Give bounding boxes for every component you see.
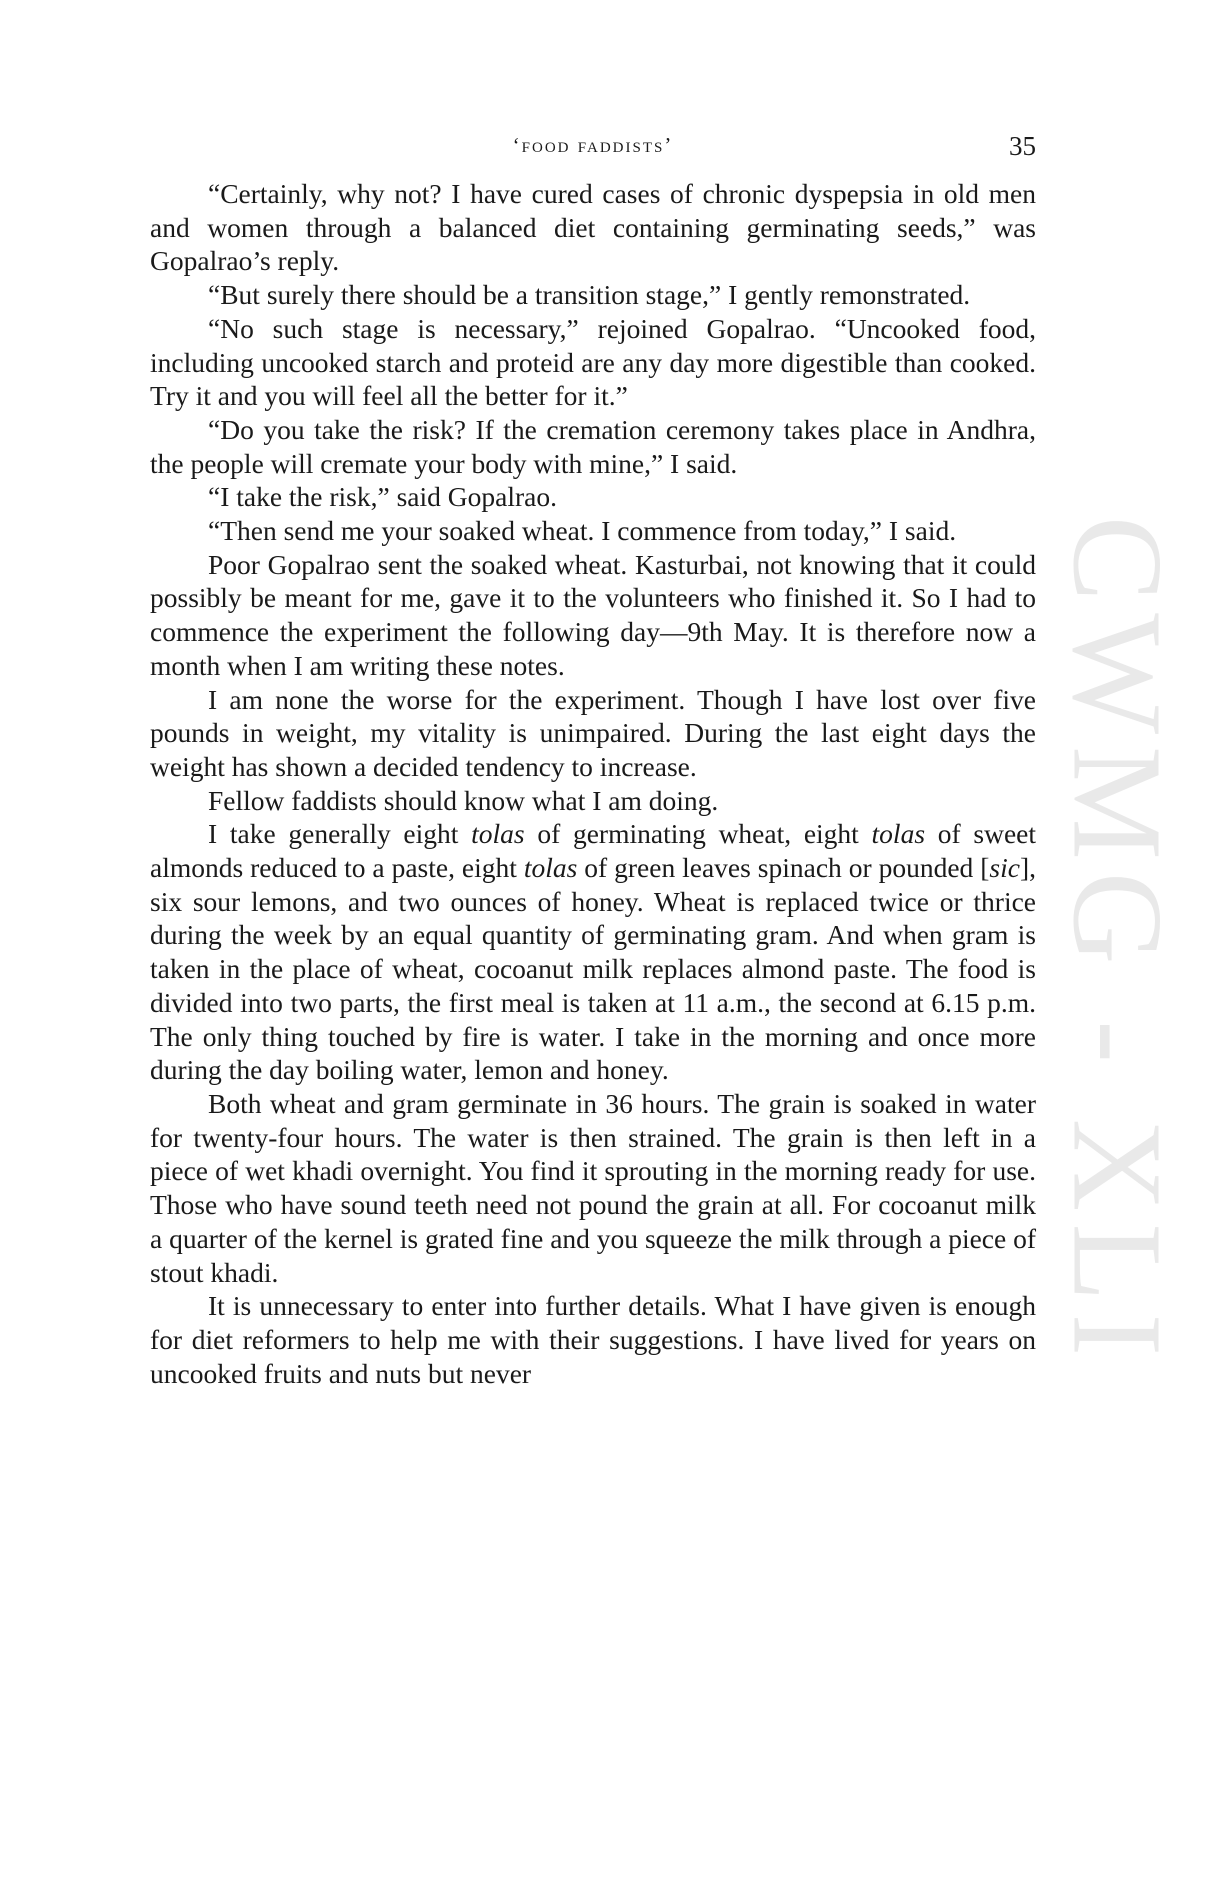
text-run: of green leaves spinach or pounded [: [577, 852, 990, 884]
italic-term: sic: [989, 852, 1020, 884]
paragraph: [150, 817, 1036, 1087]
paragraph: Fellow faddists should know what I am doing.: [208, 784, 719, 816]
running-head: ‘food faddists’: [512, 133, 674, 157]
body-text: [150, 177, 1036, 1390]
paragraph: “No such stage is necessary,” rejoined Gopalrao. “Uncooked food, including uncooked starch and proteid are any day more digestible than cooked. Try it and you will feel all the better for it.”: [150, 312, 1036, 412]
text-run: of germinating wheat, eight: [524, 818, 872, 850]
page-number: 35: [1009, 131, 1036, 161]
paragraph: “Do you take the risk? If the cremation ceremony takes place in Andhra, the people will cremate your body with mine,” I said.: [150, 413, 1036, 479]
watermark-text: CWMG - XLI: [1046, 515, 1189, 1369]
text-run: I take generally eight: [208, 818, 472, 850]
text-run: of sweet almonds reduced to a paste, eight: [150, 818, 1036, 884]
text-run: ], six sour lemons, and two ounces of honey. Wheat is replaced twice or thrice during the week by an equal quantity of germinating gram. And when gram is taken in the place of wheat, cocoanut milk replaces almond paste. The food is divided into two parts, the first meal is taken at 11 a.m., the second at 6.15 p.m. The only thing touched by fire is water. I take in the morning and once more during the day boiling water, lemon and honey.: [150, 852, 1036, 1086]
italic-term: tolas: [471, 818, 525, 850]
paragraph: Both wheat and gram germinate in 36 hours. The grain is soaked in water for twenty-four hours. The water is then strained. The grain is then left in a piece of wet khadi overnight. You find it sprouting in the morning ready for use. Those who have sound teeth need not pound the grain at all. For cocoanut milk a quarter of the kernel is grated fine and you squeeze the milk through a piece of stout khadi.: [150, 1087, 1036, 1288]
paragraph: “I take the risk,” said Gopalrao.: [208, 481, 557, 513]
italic-term: tolas: [871, 818, 926, 850]
italic-term: tolas: [523, 852, 578, 884]
paragraph: Poor Gopalrao sent the soaked wheat. Kasturbai, not knowing that it could possibly be meant for me, gave it to the volunteers who finished it. So I had to commence the experiment the following day—9th May. It is therefore now a month when I am writing these notes.: [150, 548, 1036, 681]
paragraph: “Then send me your soaked wheat. I commence from today,” I said.: [208, 515, 957, 547]
paragraph: “But surely there should be a transition stage,” I gently remonstrated.: [208, 279, 971, 311]
paragraph: “Certainly, why not? I have cured cases of chronic dyspepsia in old men and women through a balanced diet containing germinating seeds,” was Gopalrao’s reply.: [150, 178, 1036, 277]
paragraph: It is unnecessary to enter into further details. What I have given is enough for diet reformers to help me with their suggestions. I have lived for years on uncooked fruits and nuts but never: [150, 1290, 1036, 1389]
page-header: [150, 131, 1036, 165]
paragraph: I am none the worse for the experiment. Though I have lost over five pounds in weight, my vitality is unimpaired. During the last eight days the weight has shown a decided tendency to increase.: [150, 683, 1036, 782]
watermark: [1032, 492, 1202, 1392]
